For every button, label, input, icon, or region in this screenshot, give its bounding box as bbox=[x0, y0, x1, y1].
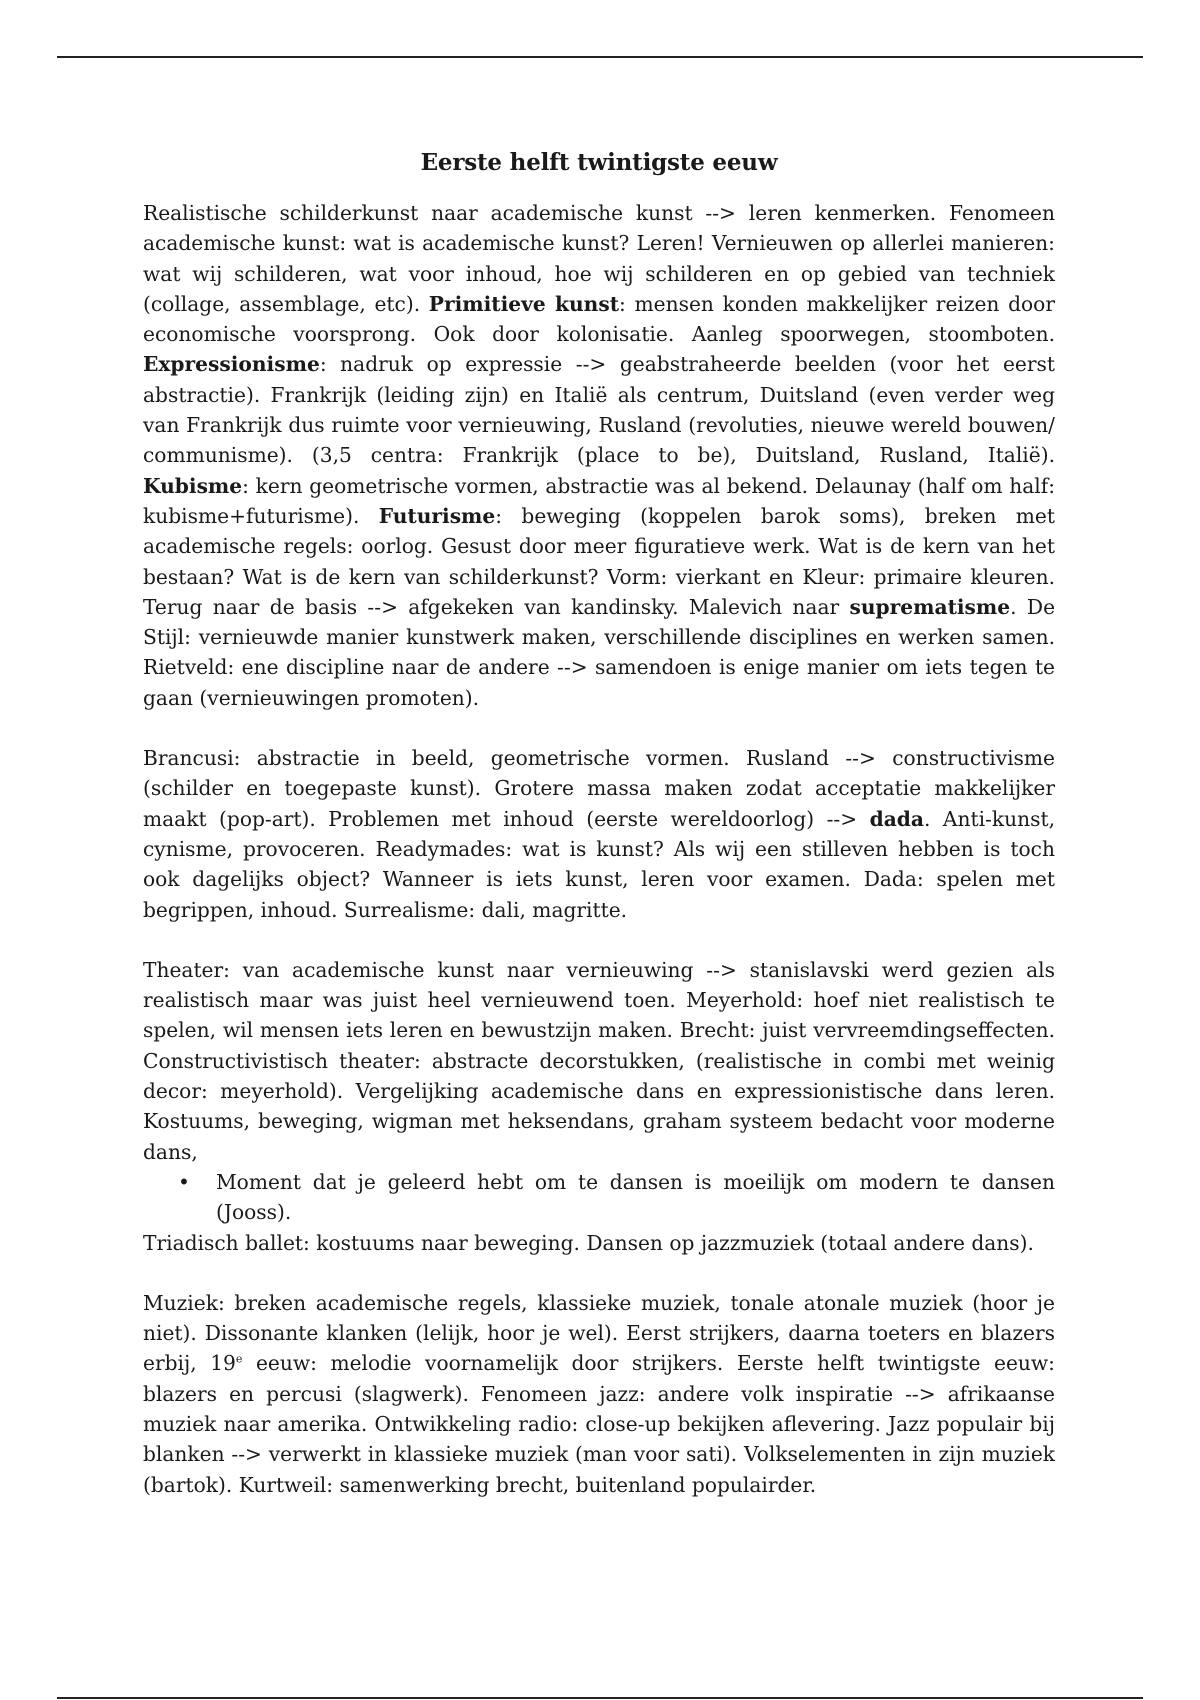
text-run: Realistische schilderkunst naar academische kunst --> leren kenmerken. Fenomeen academische kunst: wat is academische kunst? Leren! Vernieuwen op allerlei manieren: wat wij schilderen, wat voor inhoud, hoe wij schilderen en op gebied van techniek (collage, assemblage, etc). bbox=[143, 201, 1055, 316]
paragraph-triadisch-ballet: Triadisch ballet: kostuums naar beweging. Dansen op jazzmuziek (totaal andere dans). bbox=[143, 1230, 1034, 1255]
document-body bbox=[143, 148, 1055, 1500]
term-kubisme: Kubisme bbox=[143, 473, 243, 498]
text-run: : kern geometrische vormen, abstractie was al bekend. Delaunay (half om half: kubisme+futurisme). bbox=[143, 473, 1055, 528]
paragraph-visual-arts bbox=[143, 198, 1055, 713]
document-title: Eerste helft twintigste eeuw bbox=[420, 149, 778, 176]
list-item-text: Moment dat je geleerd hebt om te dansen is moeilijk om modern te dansen (Jooss). bbox=[216, 1169, 1055, 1225]
text-run: . Anti-kunst, cynisme, provoceren. Readymades: wat is kunst? Als wij een stilleven hebben is toch ook dagelijks object? Wanneer is iets kunst, leren voor examen. Dada: spelen met begrippen, inhoud. Surrealisme: dali, magritte. bbox=[143, 806, 1055, 922]
paragraph-theater: Theater: van academische kunst naar vernieuwing --> stanislavski werd gezien als realistisch maar was juist heel vernieuwend toen. Meyerhold: hoef niet realistisch te spelen, wil mensen iets leren en bewustzijn maken. Brecht: juist vervreemdingseffecten. Constructivistisch theater: abstracte decorstukken, (realistische in combi met weinig decor: meyerhold). Vergelijking academische dans en expressionistische dans leren. Kostuums, beweging, wigman met heksendans, graham systeem bedacht voor moderne dans, bbox=[143, 957, 1055, 1164]
header-rule bbox=[57, 56, 1143, 58]
term-expressionisme: Expressionisme bbox=[143, 352, 320, 377]
bullet-list bbox=[143, 1167, 1055, 1228]
text-run: : beweging (koppelen barok soms), breken met academische regels: oorlog. Gesust door meer figuratieve werk. Wat is de kern van het bestaan? Wat is de kern van schilderkunst? Vorm: vierkant en Kleur: primaire kleuren. Terug naar de basis --> afgekeken van kandinsky. Malevich naar bbox=[143, 503, 1055, 619]
term-suprematisme: suprematisme bbox=[849, 594, 1011, 619]
paragraph-music bbox=[143, 1288, 1055, 1500]
superscript: e bbox=[235, 1352, 243, 1366]
footer-rule bbox=[57, 1697, 1143, 1699]
text-run: Muziek: breken academische regels, klassieke muziek, tonale atonale muziek (hoor je niet). Dissonante klanken (lelijk, hoor je wel). Eerst strijkers, daarna toeters en blazers erbij, 19 bbox=[143, 1290, 1055, 1376]
term-futurisme: Futurisme bbox=[378, 503, 496, 528]
text-run: Brancusi: abstractie in beeld, geometrische vormen. Rusland --> constructivisme (schilder en toegepaste kunst). Grotere massa maken zodat acceptatie makkelijker maakt (pop-art). Problemen met inhoud (eerste wereldoorlog) --> bbox=[143, 746, 1055, 831]
term-dada: dada bbox=[869, 806, 925, 831]
paragraph-sculpture-dada bbox=[143, 743, 1055, 925]
text-run: : nadruk op expressie --> geabstraheerde beelden (voor het eerst abstractie). Frankrijk (leiding zijn) en Italië als centrum, Duitsland (even verder weg van Frankrijk dus ruimte voor vernieuwing, Rusland (revoluties, nieuwe wereld bouwen/ communisme). (3,5 centra: Frankrijk (place to be), Duitsland, Rusland, Italië). bbox=[143, 352, 1055, 468]
term-primitieve-kunst: Primitieve kunst bbox=[428, 291, 620, 316]
bullet-icon: • bbox=[178, 1169, 190, 1194]
list-item bbox=[178, 1167, 1055, 1228]
text-run: . De Stijl: vernieuwde manier kunstwerk maken, verschillende disciplines en werken samen. Rietveld: ene discipline naar de andere --> samendoen is enige manier om iets tegen te gaan (vernieuwingen promoten). bbox=[143, 594, 1056, 710]
text-run: : mensen konden makkelijker reizen door economische voorsprong. Ook door kolonisatie. Aanleg spoorwegen, stoomboten. bbox=[143, 291, 1055, 347]
text-run: eeuw: melodie voornamelijk door strijkers. Eerste helft twintigste eeuw: blazers en percusi (slagwerk). Fenomeen jazz: andere volk inspiratie --> afrikaanse muziek naar amerika. Ontwikkeling radio: close-up bekijken aflevering. Jazz populair bij blanken --> verwerkt in klassieke muziek (man voor sati). Volkselementen in zijn muziek (bartok). Kurtweil: samenwerking brecht, buitenland populairder. bbox=[143, 1351, 1055, 1497]
